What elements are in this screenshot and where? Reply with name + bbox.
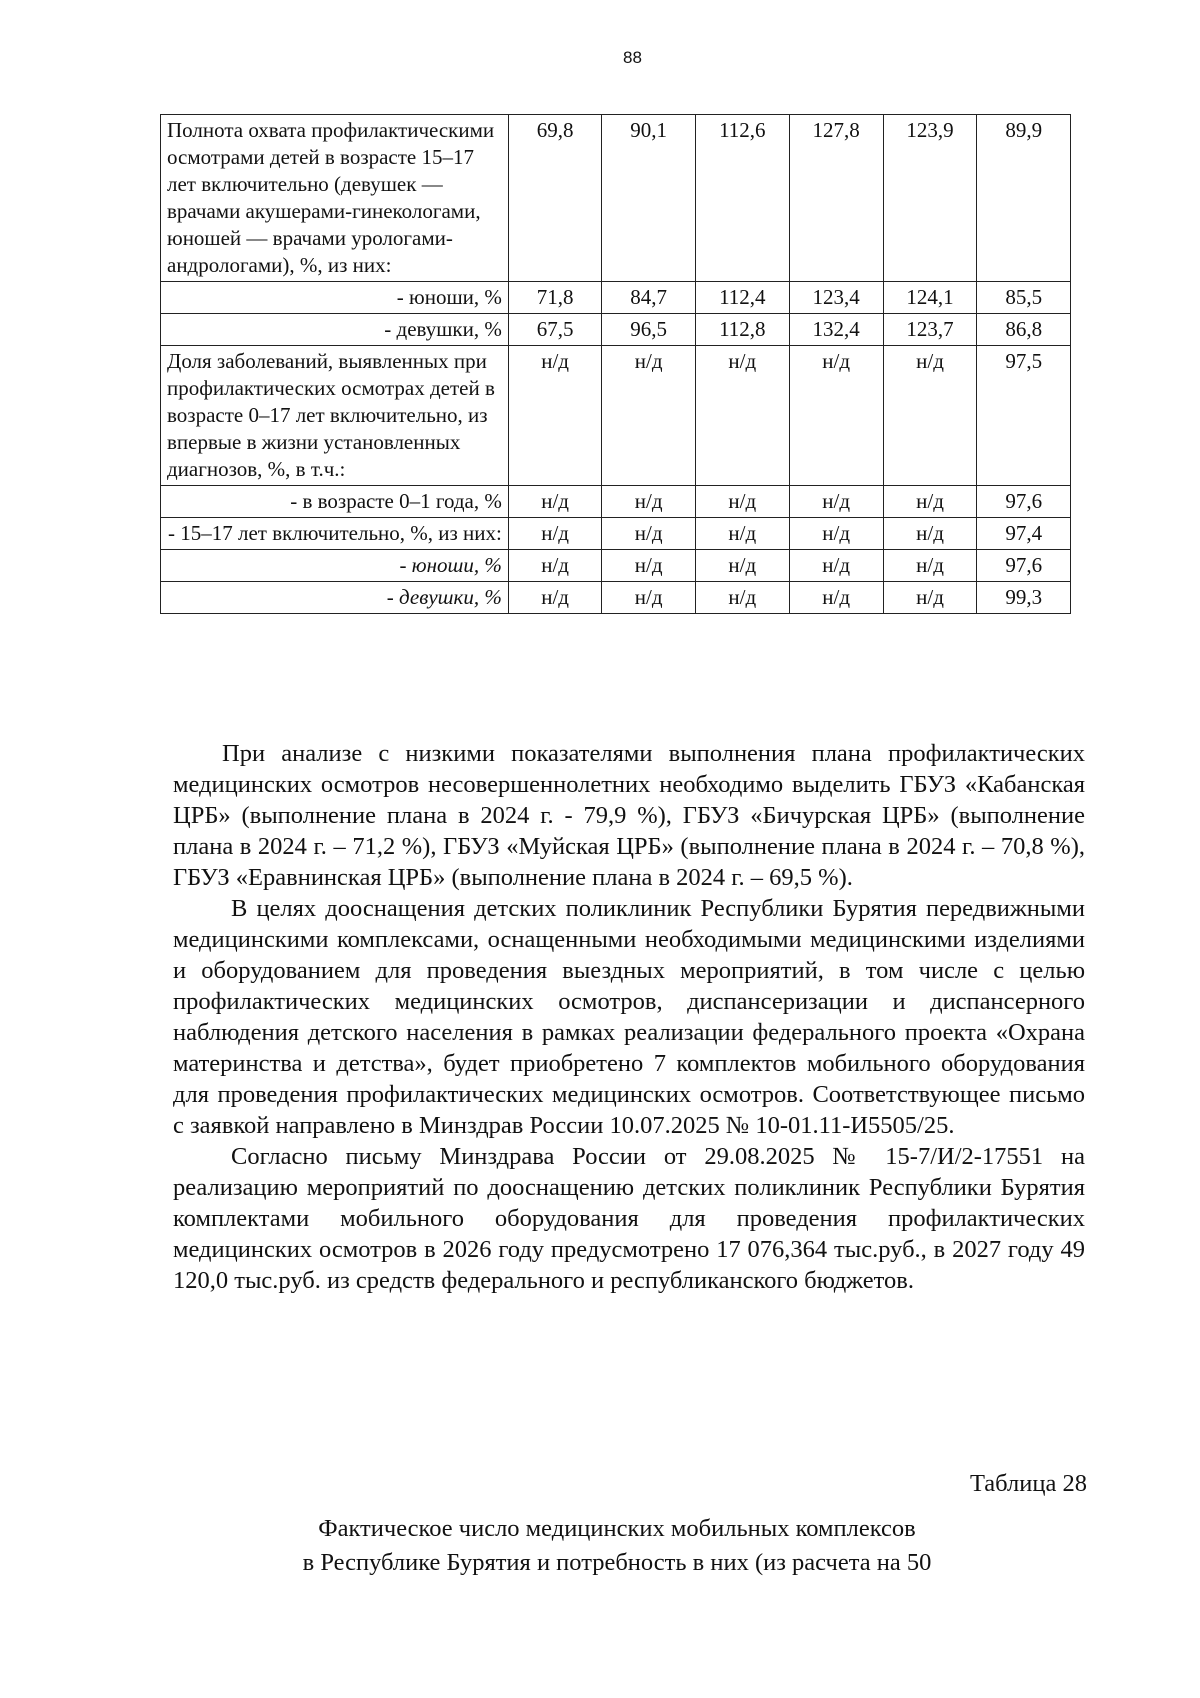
cell-value: 86,8 bbox=[977, 314, 1071, 346]
cell-value: н/д bbox=[883, 346, 977, 486]
paragraph: В целях дооснащения детских поликлиник Республики Бурятия передвижными медицинскими комплексами, оснащенными необходимыми медицинскими изделиями и оборудованием для проведения выездных мероприятий, в том числе с целью профилактических медицинских осмотров, диспансеризации и диспансерного наблюдения детского населения в рамках реализации федерального проекта «Охрана материнства и детства», будет приобретено 7 комплектов мобильного оборудования для проведения профилактических медицинских осмотров. Соответствующее письмо с заявкой направлено в Минздрав России 10.07.2025 № 10-01.11-И5505/25. bbox=[173, 895, 1085, 1139]
cell-value: 112,6 bbox=[695, 115, 789, 282]
row-label: - в возрасте 0–1 года, % bbox=[161, 486, 509, 518]
row-label: Полнота охвата профилактическими осмотрами детей в возрасте 15–17 лет включительно (девушек — врачами акушерами-гинекологами, юношей — врачами урологами-андрологами), %, из них: bbox=[161, 115, 509, 282]
cell-value: н/д bbox=[602, 518, 696, 550]
cell-value: н/д bbox=[695, 346, 789, 486]
paragraph: При анализе с низкими показателями выполнения плана профилактических медицинских осмотров несовершеннолетних необходимо выделить ГБУЗ «Кабанская ЦРБ» (выполнение плана в 2024 г. - 79,9 %), ГБУЗ «Бичурская ЦРБ» (выполнение плана в 2024 г. – 71,2 %), ГБУЗ «Муйская ЦРБ» (выполнение плана в 2024 г. – 70,8 %), ГБУЗ «Еравнинская ЦРБ» (выполнение плана в 2024 г. – 69,5 %). bbox=[173, 740, 1085, 891]
cell-value: н/д bbox=[508, 346, 602, 486]
cell-value: 112,8 bbox=[695, 314, 789, 346]
cell-value: н/д bbox=[508, 550, 602, 582]
table-title-line: Фактическое число медицинских мобильных комплексов bbox=[318, 1515, 916, 1542]
table-row bbox=[161, 582, 1071, 614]
cell-value: н/д bbox=[602, 346, 696, 486]
cell-value: 123,4 bbox=[789, 282, 883, 314]
cell-value: 97,4 bbox=[977, 518, 1071, 550]
row-label: Доля заболеваний, выявленных при профилактических осмотрах детей в возрасте 0–17 лет включительно, из впервые в жизни установленных диагнозов, %, в т.ч.: bbox=[161, 346, 509, 486]
cell-value: н/д bbox=[883, 550, 977, 582]
cell-value: 67,5 bbox=[508, 314, 602, 346]
row-label: - юноши, % bbox=[161, 282, 509, 314]
cell-value: н/д bbox=[789, 582, 883, 614]
table-row bbox=[161, 518, 1071, 550]
cell-value: н/д bbox=[508, 518, 602, 550]
cell-value: н/д bbox=[508, 486, 602, 518]
cell-value: н/д bbox=[789, 550, 883, 582]
cell-value: н/д bbox=[695, 582, 789, 614]
table-title bbox=[160, 1512, 1074, 1580]
cell-value: 123,7 bbox=[883, 314, 977, 346]
table-row bbox=[161, 314, 1071, 346]
cell-value: н/д bbox=[695, 486, 789, 518]
table-caption: Таблица 28 bbox=[969, 1470, 1087, 1497]
cell-value: н/д bbox=[789, 518, 883, 550]
cell-value: 97,5 bbox=[977, 346, 1071, 486]
cell-value: 124,1 bbox=[883, 282, 977, 314]
cell-value: 99,3 bbox=[977, 582, 1071, 614]
cell-value: 96,5 bbox=[602, 314, 696, 346]
cell-value: 97,6 bbox=[977, 550, 1071, 582]
cell-value: 90,1 bbox=[602, 115, 696, 282]
cell-value: н/д bbox=[789, 346, 883, 486]
cell-value: н/д bbox=[883, 518, 977, 550]
cell-value: 123,9 bbox=[883, 115, 977, 282]
row-label: - юноши, % bbox=[161, 550, 509, 582]
cell-value: 112,4 bbox=[695, 282, 789, 314]
cell-value: 71,8 bbox=[508, 282, 602, 314]
cell-value: н/д bbox=[695, 518, 789, 550]
row-label: - 15–17 лет включительно, %, из них: bbox=[161, 518, 509, 550]
cell-value: 84,7 bbox=[602, 282, 696, 314]
table-row bbox=[161, 346, 1071, 486]
cell-value: н/д bbox=[695, 550, 789, 582]
indicators-table bbox=[160, 114, 1071, 614]
table-row bbox=[161, 550, 1071, 582]
table-title-line: в Республике Бурятия и потребность в них (из расчета на 50 bbox=[302, 1549, 932, 1576]
cell-value: н/д bbox=[883, 486, 977, 518]
row-label: - девушки, % bbox=[161, 314, 509, 346]
cell-value: 97,6 bbox=[977, 486, 1071, 518]
cell-value: н/д bbox=[602, 582, 696, 614]
table-row bbox=[161, 486, 1071, 518]
cell-value: н/д bbox=[602, 486, 696, 518]
cell-value: н/д bbox=[789, 486, 883, 518]
page-number: 88 bbox=[623, 48, 642, 67]
cell-value: 85,5 bbox=[977, 282, 1071, 314]
cell-value: 127,8 bbox=[789, 115, 883, 282]
cell-value: 69,8 bbox=[508, 115, 602, 282]
table-row bbox=[161, 115, 1071, 282]
cell-value: н/д bbox=[602, 550, 696, 582]
row-label: - девушки, % bbox=[161, 582, 509, 614]
cell-value: н/д bbox=[883, 582, 977, 614]
cell-value: 132,4 bbox=[789, 314, 883, 346]
cell-value: 89,9 bbox=[977, 115, 1071, 282]
body-text bbox=[173, 738, 1085, 1296]
cell-value: н/д bbox=[508, 582, 602, 614]
table-row bbox=[161, 282, 1071, 314]
paragraph: Согласно письму Минздрава России от 29.08.2025 № 15-7/И/2-17551 на реализацию мероприятий по дооснащению детских поликлиник Республики Бурятия комплектами мобильного оборудования для проведения профилактических медицинских осмотров в 2026 году предусмотрено 17 076,364 тыс.руб., в 2027 году 49 120,0 тыс.руб. из средств федерального и республиканского бюджетов. bbox=[173, 1143, 1085, 1294]
